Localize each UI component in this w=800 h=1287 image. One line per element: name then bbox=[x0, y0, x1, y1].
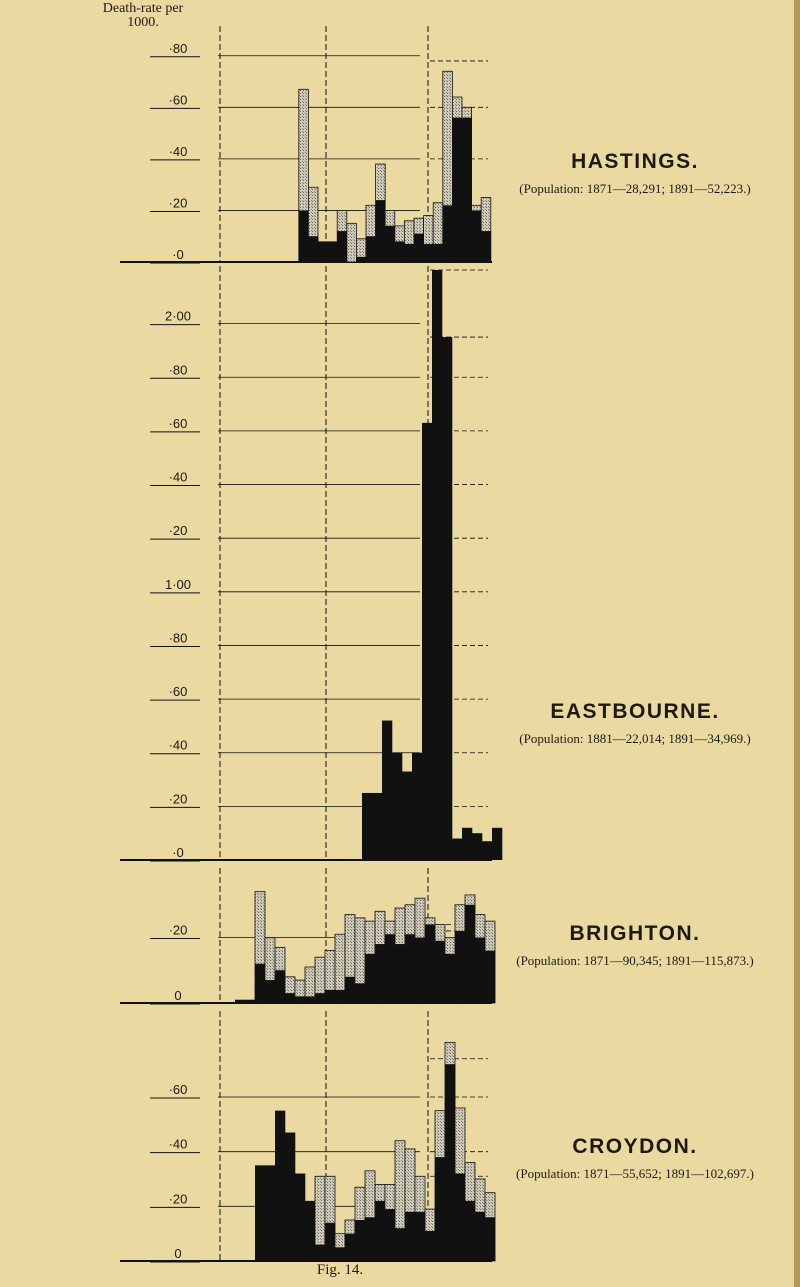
solid-bar bbox=[482, 841, 492, 860]
solid-bar bbox=[415, 1212, 425, 1261]
solid-bar bbox=[475, 1212, 485, 1261]
solid-bar bbox=[432, 270, 442, 860]
solid-bar bbox=[462, 828, 472, 860]
solid-bar bbox=[385, 1209, 395, 1261]
chart-title-eastbourne: EASTBOURNE. bbox=[550, 700, 720, 723]
tick-label: ·60 bbox=[168, 684, 188, 700]
population-croydon: (Population: 1871—55,652; 1891—102,697.) bbox=[516, 1166, 754, 1181]
solid-bar bbox=[362, 793, 372, 860]
solid-bar bbox=[435, 1157, 445, 1261]
solid-bar bbox=[392, 753, 402, 860]
solid-bar bbox=[405, 1212, 415, 1261]
solid-bar bbox=[318, 241, 328, 262]
solid-bar bbox=[412, 753, 422, 860]
solid-bar bbox=[355, 983, 365, 1003]
solid-bar bbox=[345, 977, 355, 1003]
solid-bar bbox=[325, 990, 335, 1003]
solid-bar bbox=[375, 944, 385, 1003]
solid-bar bbox=[376, 200, 386, 262]
solid-bar bbox=[335, 1247, 345, 1261]
solid-bar bbox=[402, 772, 412, 861]
panel-brighton bbox=[120, 868, 495, 1004]
solid-bar bbox=[425, 1231, 435, 1261]
solid-bar bbox=[481, 231, 491, 262]
solid-bar bbox=[405, 934, 415, 1003]
y-axis-label: Death-rate per 1000. bbox=[102, 1, 184, 30]
solid-bar bbox=[285, 1133, 295, 1261]
solid-bar bbox=[462, 118, 472, 262]
solid-bar bbox=[315, 1245, 325, 1261]
solid-bar bbox=[485, 1217, 495, 1261]
solid-bar bbox=[395, 944, 405, 1003]
solid-bar bbox=[442, 337, 452, 860]
tick-label: ·40 bbox=[168, 469, 188, 485]
solid-bar bbox=[455, 1174, 465, 1261]
tick-label: ·60 bbox=[168, 92, 188, 108]
solid-bar bbox=[382, 721, 392, 860]
solid-bar bbox=[472, 833, 482, 860]
solid-bar bbox=[275, 970, 285, 1003]
solid-bar bbox=[355, 1220, 365, 1261]
solid-bar bbox=[328, 241, 338, 262]
tick-label: ·20 bbox=[168, 791, 188, 807]
solid-bar bbox=[465, 1201, 475, 1261]
solid-bar bbox=[305, 1201, 315, 1261]
solid-bar bbox=[385, 226, 395, 262]
tick-label: ·80 bbox=[168, 630, 188, 646]
solid-bar bbox=[415, 938, 425, 1004]
solid-bar bbox=[372, 793, 382, 860]
solid-bar bbox=[452, 839, 462, 860]
solid-bar bbox=[345, 1234, 355, 1261]
tick-label: ·60 bbox=[168, 1082, 188, 1097]
tick-label: 0 bbox=[174, 988, 182, 1003]
solid-bar bbox=[235, 1000, 245, 1003]
solid-bar bbox=[275, 1111, 285, 1261]
solid-bar bbox=[445, 1064, 455, 1261]
solid-bar bbox=[395, 241, 405, 262]
caption-brighton bbox=[505, 922, 765, 969]
solid-bar bbox=[285, 993, 295, 1003]
solid-bar bbox=[475, 938, 485, 1004]
population-brighton: (Population: 1871—90,345; 1891—115,873.) bbox=[516, 953, 754, 968]
solid-bar bbox=[404, 244, 414, 262]
tick-label: 1·00 bbox=[164, 576, 192, 592]
solid-bar bbox=[443, 205, 453, 262]
stippled-bar bbox=[347, 223, 357, 262]
solid-bar bbox=[375, 1201, 385, 1261]
tick-label: ·80 bbox=[168, 40, 188, 56]
figure-label: Fig. 14. bbox=[316, 1262, 364, 1278]
solid-bar bbox=[435, 941, 445, 1003]
tick-label: ·0 bbox=[172, 845, 184, 860]
caption-hastings bbox=[505, 150, 765, 197]
chart-title-brighton: BRIGHTON. bbox=[569, 922, 701, 945]
solid-bar bbox=[295, 1174, 305, 1261]
solid-bar bbox=[485, 951, 495, 1003]
solid-bar bbox=[335, 990, 345, 1003]
panel-eastbourne bbox=[120, 266, 502, 861]
solid-bar bbox=[295, 996, 305, 1003]
solid-bar bbox=[455, 931, 465, 1003]
tick-label: ·40 bbox=[168, 1136, 188, 1152]
tick-label: 2·00 bbox=[164, 308, 192, 324]
solid-bar bbox=[365, 1217, 375, 1261]
solid-bar bbox=[452, 118, 462, 262]
solid-bar bbox=[245, 1000, 255, 1003]
tick-label: ·20 bbox=[168, 523, 188, 539]
tick-label: ·20 bbox=[168, 922, 188, 938]
chart-title-hastings: HASTINGS. bbox=[571, 150, 699, 173]
solid-bar bbox=[492, 828, 502, 860]
solid-bar bbox=[265, 1165, 275, 1261]
chart-title-croydon: CROYDON. bbox=[572, 1135, 698, 1158]
population-hastings: (Population: 1871—28,291; 1891—52,223.) bbox=[519, 181, 751, 196]
panel-hastings bbox=[120, 26, 492, 263]
solid-bar bbox=[433, 244, 443, 262]
tick-label: ·0 bbox=[172, 247, 184, 262]
solid-bar bbox=[422, 423, 432, 860]
solid-bar bbox=[315, 993, 325, 1003]
tick-label: ·80 bbox=[168, 362, 188, 378]
solid-bar bbox=[425, 924, 435, 1003]
solid-bar bbox=[255, 964, 265, 1003]
solid-bar bbox=[308, 236, 318, 262]
solid-bar bbox=[395, 1228, 405, 1261]
tick-label: ·40 bbox=[168, 737, 188, 753]
solid-bar bbox=[366, 236, 376, 262]
solid-bar bbox=[385, 934, 395, 1003]
solid-bar bbox=[465, 905, 475, 1003]
solid-bar bbox=[445, 954, 455, 1003]
solid-bar bbox=[424, 244, 434, 262]
panel-croydon bbox=[120, 1011, 495, 1262]
solid-bar bbox=[325, 1223, 335, 1261]
solid-bar bbox=[255, 1165, 265, 1261]
tick-label: ·20 bbox=[168, 1191, 188, 1207]
solid-bar bbox=[299, 210, 309, 262]
solid-bar bbox=[356, 257, 366, 262]
solid-bar bbox=[472, 210, 482, 262]
solid-bar bbox=[305, 996, 315, 1003]
tick-label: ·40 bbox=[168, 143, 188, 159]
tick-label: ·20 bbox=[168, 195, 188, 211]
caption-croydon bbox=[505, 1135, 765, 1182]
tick-label: 0 bbox=[174, 1246, 182, 1261]
solid-bar bbox=[414, 234, 424, 262]
caption-eastbourne bbox=[505, 700, 765, 747]
tick-label: ·60 bbox=[168, 415, 188, 431]
page-edge bbox=[794, 0, 800, 1287]
solid-bar bbox=[365, 954, 375, 1003]
solid-bar bbox=[265, 980, 275, 1003]
solid-bar bbox=[337, 231, 347, 262]
population-eastbourne: (Population: 1881—22,014; 1891—34,969.) bbox=[519, 731, 751, 746]
